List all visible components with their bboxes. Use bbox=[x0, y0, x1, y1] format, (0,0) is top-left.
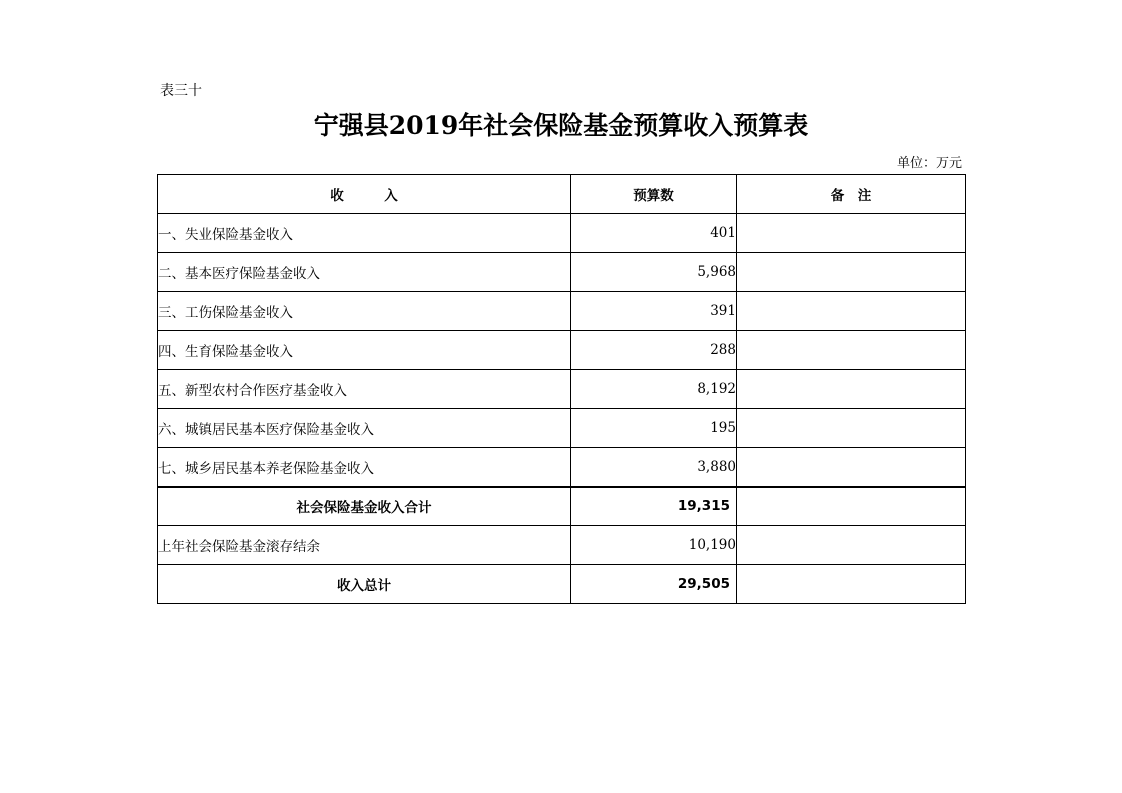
row-name: 五、新型农村合作医疗基金收入 bbox=[158, 370, 571, 409]
row-note bbox=[737, 331, 966, 370]
row-note bbox=[737, 214, 966, 253]
row-amount: 8,192 bbox=[571, 370, 737, 409]
table-row bbox=[158, 331, 966, 370]
budget-table bbox=[157, 174, 966, 604]
subtotal-row bbox=[158, 487, 966, 526]
row-amount: 195 bbox=[571, 409, 737, 448]
row-name: 一、失业保险基金收入 bbox=[158, 214, 571, 253]
row-amount: 3,880 bbox=[571, 448, 737, 487]
column-header-budget: 预算数 bbox=[571, 175, 737, 214]
row-name: 七、城乡居民基本养老保险基金收入 bbox=[158, 448, 571, 487]
table-row bbox=[158, 292, 966, 331]
row-amount: 401 bbox=[571, 214, 737, 253]
grand-total-amount: 29,505 bbox=[571, 565, 737, 604]
table-row bbox=[158, 409, 966, 448]
row-note bbox=[737, 448, 966, 487]
row-note bbox=[737, 526, 966, 565]
row-name: 三、工伤保险基金收入 bbox=[158, 292, 571, 331]
table-row bbox=[158, 370, 966, 409]
row-note bbox=[737, 370, 966, 409]
row-note bbox=[737, 409, 966, 448]
unit-label: 单位：万元 bbox=[896, 156, 962, 171]
column-header-income: 收 入 bbox=[158, 175, 571, 214]
page-title: 宁强县2019年社会保险基金预算收入预算表 bbox=[313, 111, 809, 140]
table-row bbox=[158, 526, 966, 565]
row-name: 四、生育保险基金收入 bbox=[158, 331, 571, 370]
grand-total-name: 收入总计 bbox=[158, 565, 571, 604]
row-note bbox=[737, 292, 966, 331]
table-row bbox=[158, 448, 966, 487]
row-name: 上年社会保险基金滚存结余 bbox=[158, 526, 571, 565]
subtotal-amount: 19,315 bbox=[571, 487, 737, 526]
column-header-note: 备 注 bbox=[737, 175, 966, 214]
row-amount: 5,968 bbox=[571, 253, 737, 292]
table-header-row bbox=[158, 175, 966, 214]
subtotal-note bbox=[737, 487, 966, 526]
row-amount: 288 bbox=[571, 331, 737, 370]
subtotal-name: 社会保险基金收入合计 bbox=[158, 487, 571, 526]
table-number-label: 表三十 bbox=[160, 83, 202, 99]
row-amount: 10,190 bbox=[571, 526, 737, 565]
table-row bbox=[158, 214, 966, 253]
row-name: 二、基本医疗保险基金收入 bbox=[158, 253, 571, 292]
row-amount: 391 bbox=[571, 292, 737, 331]
table-row bbox=[158, 253, 966, 292]
grand-total-row bbox=[158, 565, 966, 604]
grand-total-note bbox=[737, 565, 966, 604]
row-name: 六、城镇居民基本医疗保险基金收入 bbox=[158, 409, 571, 448]
row-note bbox=[737, 253, 966, 292]
